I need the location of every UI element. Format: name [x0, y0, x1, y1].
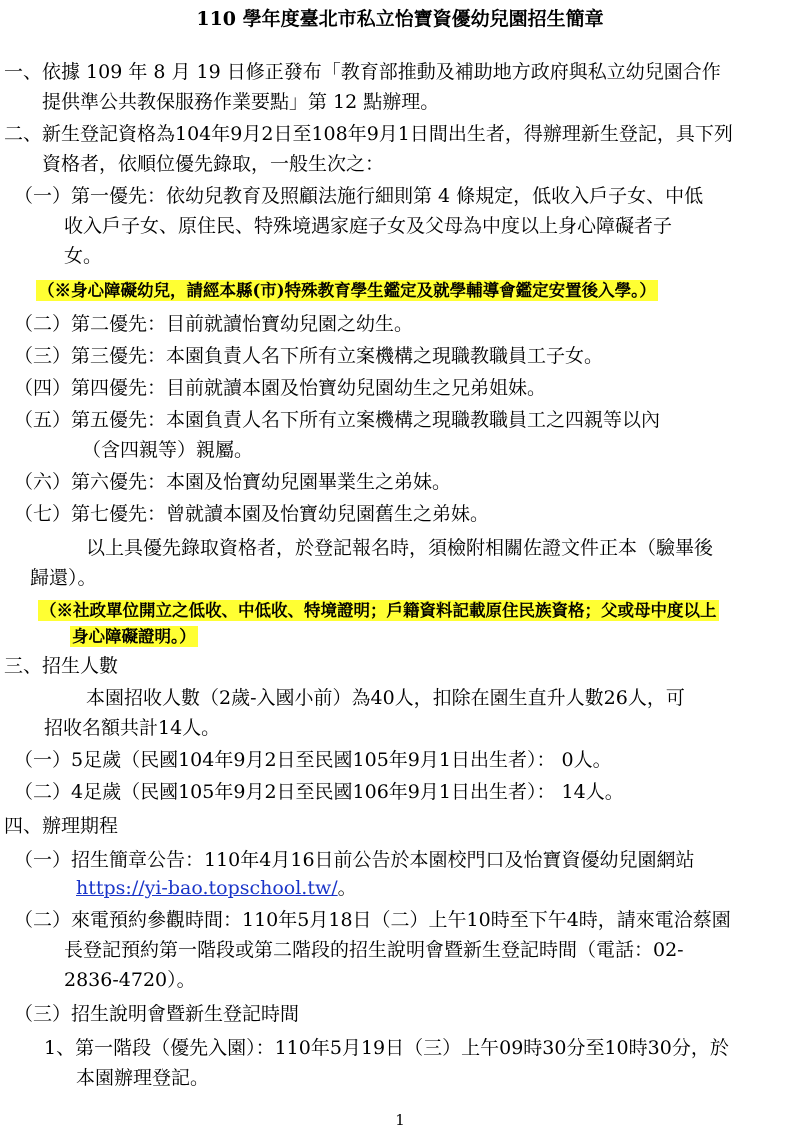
- schedule-3-heading: （三）招生說明會暨新生登記時間: [14, 1003, 300, 1025]
- website-link[interactable]: https://yi-bao.topschool.tw/: [76, 877, 338, 899]
- priority-3: （三）第三優先：本園負責人名下所有立案機構之現職教職員工子女。: [14, 345, 604, 367]
- page-number: 1: [395, 1111, 405, 1129]
- priority-1-line-2: 收入戶子女、原住民、特殊境遇家庭子女及父母為中度以上身心障礙者子: [64, 215, 673, 237]
- priority-2: （二）第二優先：目前就讀怡寶幼兒園之幼生。: [14, 313, 414, 335]
- enrollment-age-4: （二）4足歲（民國105年9月2日至民國106年9月1日出生者）： 14人。: [14, 781, 624, 803]
- document-title: 110 學年度臺北市私立怡寶資優幼兒園招生簡章: [196, 8, 604, 30]
- highlight-note-1: （※身心障礙幼兒，請經本縣(市)特殊教育學生鑑定及就學輔導會鑑定安置後入學。）: [38, 281, 656, 300]
- enrollment-line-1: 本園招收人數（2歲-入國小前）為40人，扣除在園生直升人數26人，可: [86, 687, 685, 709]
- section-4-heading: 四、辦理期程: [4, 815, 119, 837]
- schedule-2-line-1: （二）來電預約參觀時間：110年5月18日（二）上午10時至下午4時，請來電洽蔡園: [14, 909, 731, 931]
- phase-1-line-2: 本園辦理登記。: [76, 1067, 210, 1089]
- phase-1-line-1: 1、第一階段（優先入園）：110年5月19日（三）上午09時30分至10時30分，於: [44, 1037, 729, 1059]
- section-1-line-1: 一、依據 109 年 8 月 19 日修正發布「教育部推動及補助地方政府與私立幼兒園合作: [4, 61, 721, 83]
- section-2-line-2: 資格者，依順位優先錄取，一般生次之：: [42, 153, 385, 175]
- priority-5-line-1: （五）第五優先：本園負責人名下所有立案機構之現職教職員工之四親等以內: [14, 409, 661, 431]
- schedule-1-line-2: [76, 874, 357, 902]
- section-1-line-2: 提供準公共教保服務作業要點」第 12 點辦理。: [42, 91, 440, 113]
- priority-1-line-1: （一）第一優先：依幼兒教育及照顧法施行細則第 4 條規定，低收入戶子女、中低: [14, 185, 704, 207]
- section-3-heading: 三、招生人數: [4, 655, 119, 677]
- website-link-suffix: 。: [337, 877, 357, 899]
- schedule-2-line-2: 長登記預約第一階段或第二階段的招生說明會暨新生登記時間（電話：02-: [64, 939, 684, 961]
- enrollment-age-5: （一）5足歲（民國104年9月2日至民國105年9月1日出生者）： 0人。: [14, 749, 612, 771]
- priority-5-line-2: （含四親等）親屬。: [82, 439, 254, 461]
- priority-4: （四）第四優先：目前就讀本園及怡寶幼兒園幼生之兄弟姐妹。: [14, 377, 547, 399]
- certificate-note-line-2: [70, 622, 198, 651]
- highlight-note-2a: （※社政單位開立之低收、中低收、特境證明；戶籍資料記載原住民族資格；父或母中度以上: [40, 601, 717, 620]
- highlight-note-2b: 身心障礙證明。）: [72, 627, 196, 646]
- enrollment-line-2: 招收名額共計14人。: [44, 717, 221, 739]
- documents-line-2: 歸還）。: [30, 567, 97, 589]
- schedule-1-line-1: （一）招生簡章公告：110年4月16日前公告於本園校門口及怡寶資優幼兒園網站: [14, 849, 695, 871]
- section-2-line-1: 二、新生登記資格為104年9月2日至108年9月1日間出生者，得辦理新生登記，具下列: [4, 123, 733, 145]
- schedule-2-line-3: 2836-4720）。: [64, 969, 196, 991]
- priority-1-line-3: 女。: [64, 245, 103, 267]
- documents-line-1: 以上具優先錄取資格者，於登記報名時，須檢附相關佐證文件正本（驗畢後: [86, 537, 714, 559]
- disability-note: [36, 276, 658, 305]
- priority-6: （六）第六優先：本園及怡寶幼兒園畢業生之弟妹。: [14, 471, 452, 493]
- certificate-note-line-1: [38, 596, 719, 625]
- priority-7: （七）第七優先：曾就讀本園及怡寶幼兒園舊生之弟妹。: [14, 503, 490, 525]
